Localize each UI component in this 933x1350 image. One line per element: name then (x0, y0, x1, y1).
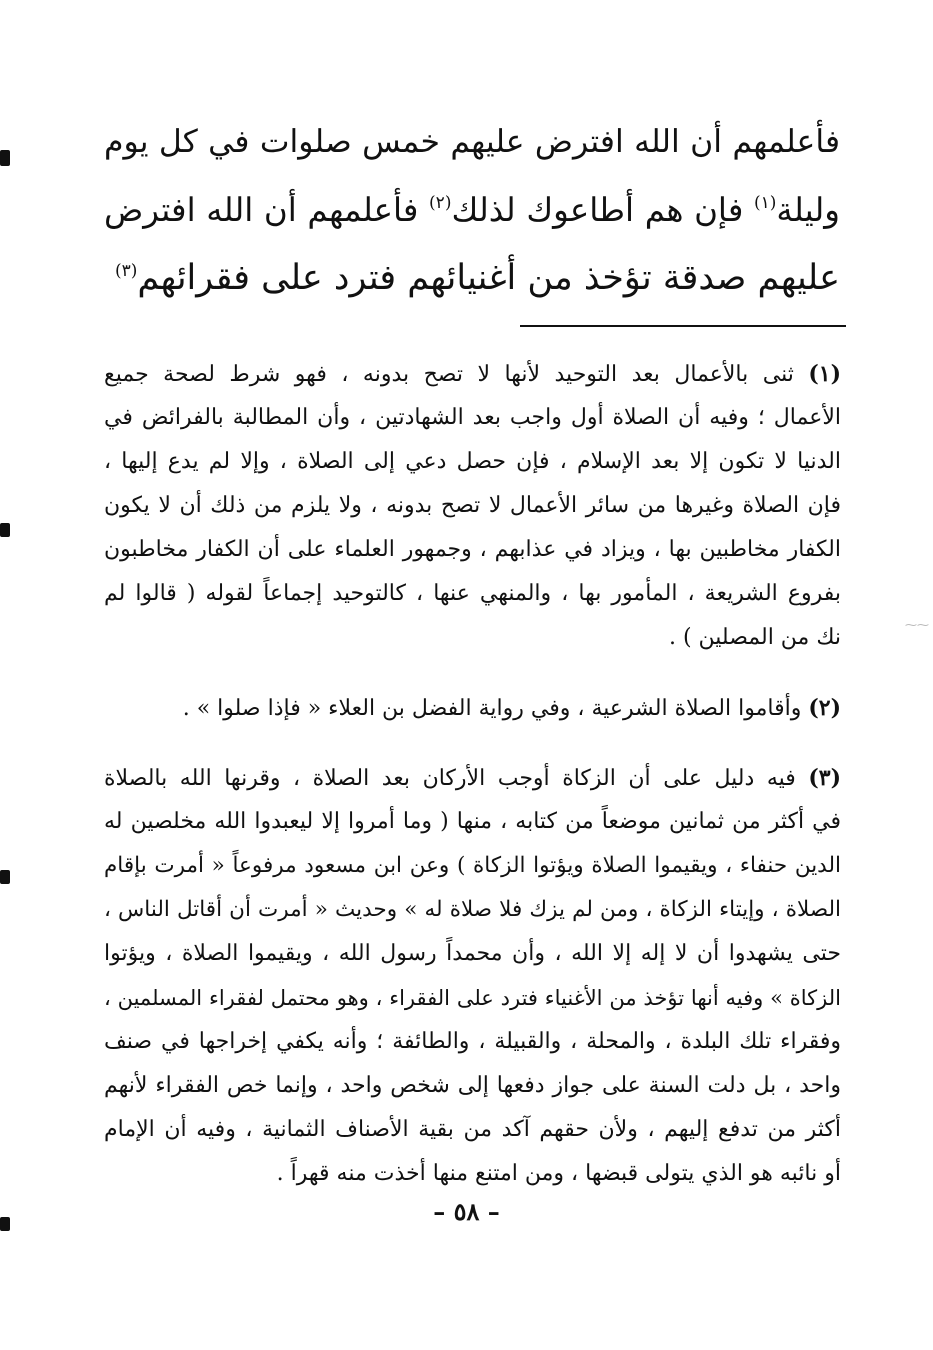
footnote-line (104, 756, 841, 800)
footnote-separator (520, 325, 846, 327)
footnote-line: أو نائبه هو الذي يتولى قبضها ، ومن امتنع منها أخذت منه قهراً . (276, 1161, 841, 1186)
hadith-line-segment: فأعلمهم أن الله افترض (104, 191, 430, 229)
scan-edge-mark (0, 523, 10, 537)
hadith-line-segment: عليهم صدقة تؤخذ من أغنيائهم فترد على فقرائهم (137, 258, 840, 298)
footnote-line: الصلاة ، وإيتاء الزكاة ، ومن لم يزك فلا صلاة له » وحديث « أمرت أن أقاتل الناس ، (104, 897, 841, 922)
footnote-line: أكثر من تدفع إليهم ، ولأن حقهم آكد من بقية الأصناف الثمانية ، وفيه أن الإمام (104, 1117, 841, 1142)
footnote-line: الدين حنفاء ، ويقيموا الصلاة ويؤتوا الزكاة ) وعن ابن مسعود مرفوعاً « أمرت بإقام (104, 853, 841, 878)
hadith-line-segment: وليلة (776, 191, 840, 229)
hadith-line (104, 244, 840, 312)
footnote-line: وفقراء تلك البلدة ، والمحلة ، والقبيلة ، والطائفة ؛ وأنه يكفي إخراجها في صنف (104, 1029, 841, 1054)
footnote-number: (٢) (808, 695, 841, 721)
scan-edge-mark (0, 150, 10, 166)
scan-dust-mark: ⁓⁓ (905, 618, 929, 632)
footnotes (104, 352, 841, 1196)
page-number: – ٥٨ – (433, 1197, 500, 1226)
footnote-3 (104, 756, 841, 1196)
footnote-line (104, 686, 841, 730)
footnote-2 (104, 686, 841, 730)
scan-edge-mark (0, 870, 10, 884)
footnote-ref-2: (٢) (429, 193, 452, 213)
footnote-1 (104, 352, 841, 660)
hadith-line (104, 176, 840, 244)
footnote-text: ثنى بالأعمال بعد التوحيد لأنها لا تصح بدونه ، فهو شرط لصحة جميع (104, 362, 809, 387)
footnote-text: فيه دليل على أن الزكاة أوجب الأركان بعد الصلاة ، وقرنها الله بالصلاة (104, 766, 809, 791)
footnote-gap (104, 730, 841, 756)
footnote-line: فإن الصلاة وغيرها من سائر الأعمال لا تصح بدونه ، ولا يلزم من ذلك أن لا يكون (104, 493, 841, 518)
footnote-ref-3: (٣) (114, 261, 138, 281)
footnote-line: حتى يشهدوا أن لا إله إلا الله ، وأن محمداً رسول الله ، ويقيموا الصلاة ، ويؤتوا (104, 941, 841, 966)
footnote-line: نك من المصلين ) . (668, 625, 841, 650)
footnote-line: الأعمال ؛ وفيه أن الصلاة أول واجب بعد الشهادتين ، وأن المطالبة بالفرائض في (104, 405, 841, 430)
footnote-number: (١) (808, 361, 841, 387)
footnote-line (104, 352, 841, 396)
footnote-line: واحد ، بل دلت السنة على جواز دفعها إلى شخص واحد ، وإنما خص الفقراء لأنهم (104, 1073, 841, 1098)
hadith-line: فأعلمهم أن الله افترض عليهم خمس صلوات في كل يوم (104, 124, 840, 160)
footnote-line: الكفار مخاطبين بها ، ويزاد في عذابهم ، وجمهور العلماء على أن الكفار مخاطبون (104, 537, 841, 562)
footnote-line: الدنيا لا تكون إلا بعد الإسلام ، فإن حصل دعي إلى الصلاة ، وإلا لم يدع إليها ، (104, 449, 841, 474)
hadith-line-segment: فإن هم أطاعوك لذلك (451, 191, 754, 229)
footnote-line: بفروع الشريعة ، المأمور بها ، والمنهي عنها ، كالتوحيد إجماعاً لقوله ( قالوا لم (104, 581, 841, 606)
footnote-gap (104, 660, 841, 686)
footnote-line: الزكاة » وفيه أنها تؤخذ من الأغنياء فترد على الفقراء ، وهو محتمل لفقراء المسلمين ، (104, 986, 841, 1010)
footnote-text: وأقاموا الصلاة الشرعية ، وفي رواية الفضل بن العلاء « فإذا صلوا » . (182, 696, 809, 721)
hadith-text (104, 108, 840, 312)
footnote-ref-1: (١) (753, 193, 777, 213)
footnote-number: (٣) (808, 765, 841, 791)
footnote-line: في أكثر من ثمانين موضعاً من كتابه ، منها ( وما أمروا إلا ليعبدوا الله مخلصين له (104, 809, 841, 834)
